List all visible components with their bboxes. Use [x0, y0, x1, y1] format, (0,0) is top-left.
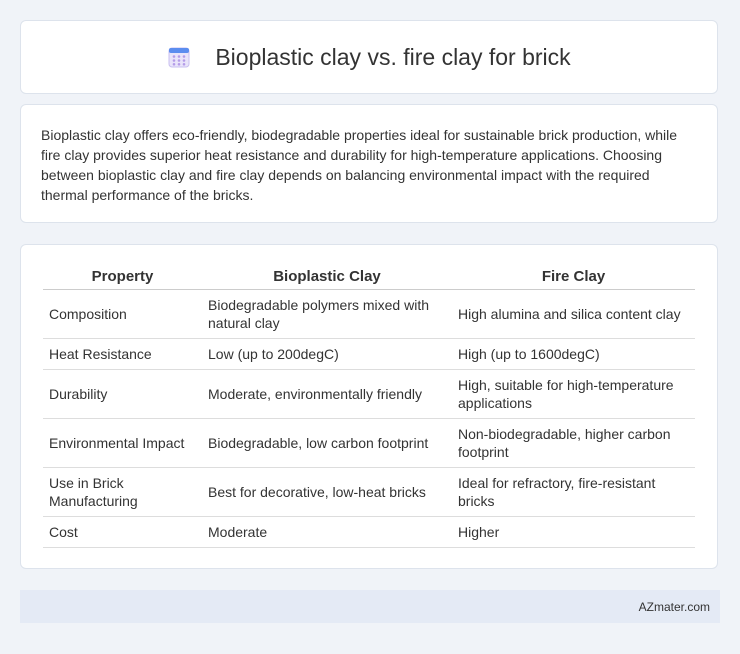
table-cell: Environmental Impact: [43, 419, 202, 468]
table-cell: Non-biodegradable, higher carbon footprint: [452, 419, 695, 468]
table-cell: Biodegradable, low carbon footprint: [202, 419, 452, 468]
table-cell: Moderate, environmentally friendly: [202, 370, 452, 419]
page-title: Bioplastic clay vs. fire clay for brick: [215, 43, 571, 70]
table-row: [43, 468, 695, 517]
table-cell: High alumina and silica content clay: [452, 290, 695, 339]
footer-brand[interactable]: AZmater.com: [638, 599, 710, 614]
table-cell: High (up to 1600degC): [452, 339, 695, 370]
table-cell: Biodegradable polymers mixed with natural clay: [202, 290, 452, 339]
table-cell: Heat Resistance: [43, 339, 202, 370]
title-card: [20, 20, 718, 94]
comparison-card: [20, 244, 718, 569]
table-cell: Low (up to 200degC): [202, 339, 452, 370]
table-cell: Durability: [43, 370, 202, 419]
table-header-row: [43, 265, 695, 290]
table-cell: Composition: [43, 290, 202, 339]
table-cell: Higher: [452, 517, 695, 548]
column-header-bioplastic-clay: Bioplastic Clay: [202, 265, 452, 290]
table-cell: Moderate: [202, 517, 452, 548]
table-row: [43, 370, 695, 419]
table-cell: High, suitable for high-temperature applications: [452, 370, 695, 419]
calendar-icon: [167, 45, 191, 69]
column-header-fire-clay: Fire Clay: [452, 265, 695, 290]
table-cell: Use in Brick Manufacturing: [43, 468, 202, 517]
intro-card: [20, 104, 718, 223]
table-cell: Cost: [43, 517, 202, 548]
comparison-table: [43, 265, 695, 548]
table-row: [43, 339, 695, 370]
table-row: [43, 517, 695, 548]
intro-paragraph: Bioplastic clay offers eco-friendly, biodegradable properties ideal for sustainable brick production, while fire clay provides superior heat resistance and durability for high-temperature applications. Choosing between bioplastic clay and fire clay depends on balancing environmental impact with the required thermal performance of the bricks.: [41, 127, 678, 203]
footer: [20, 590, 720, 623]
table-row: [43, 419, 695, 468]
table-row: [43, 290, 695, 339]
table-cell: Best for decorative, low-heat bricks: [202, 468, 452, 517]
table-cell: Ideal for refractory, fire-resistant bricks: [452, 468, 695, 517]
column-header-property: Property: [43, 265, 202, 290]
